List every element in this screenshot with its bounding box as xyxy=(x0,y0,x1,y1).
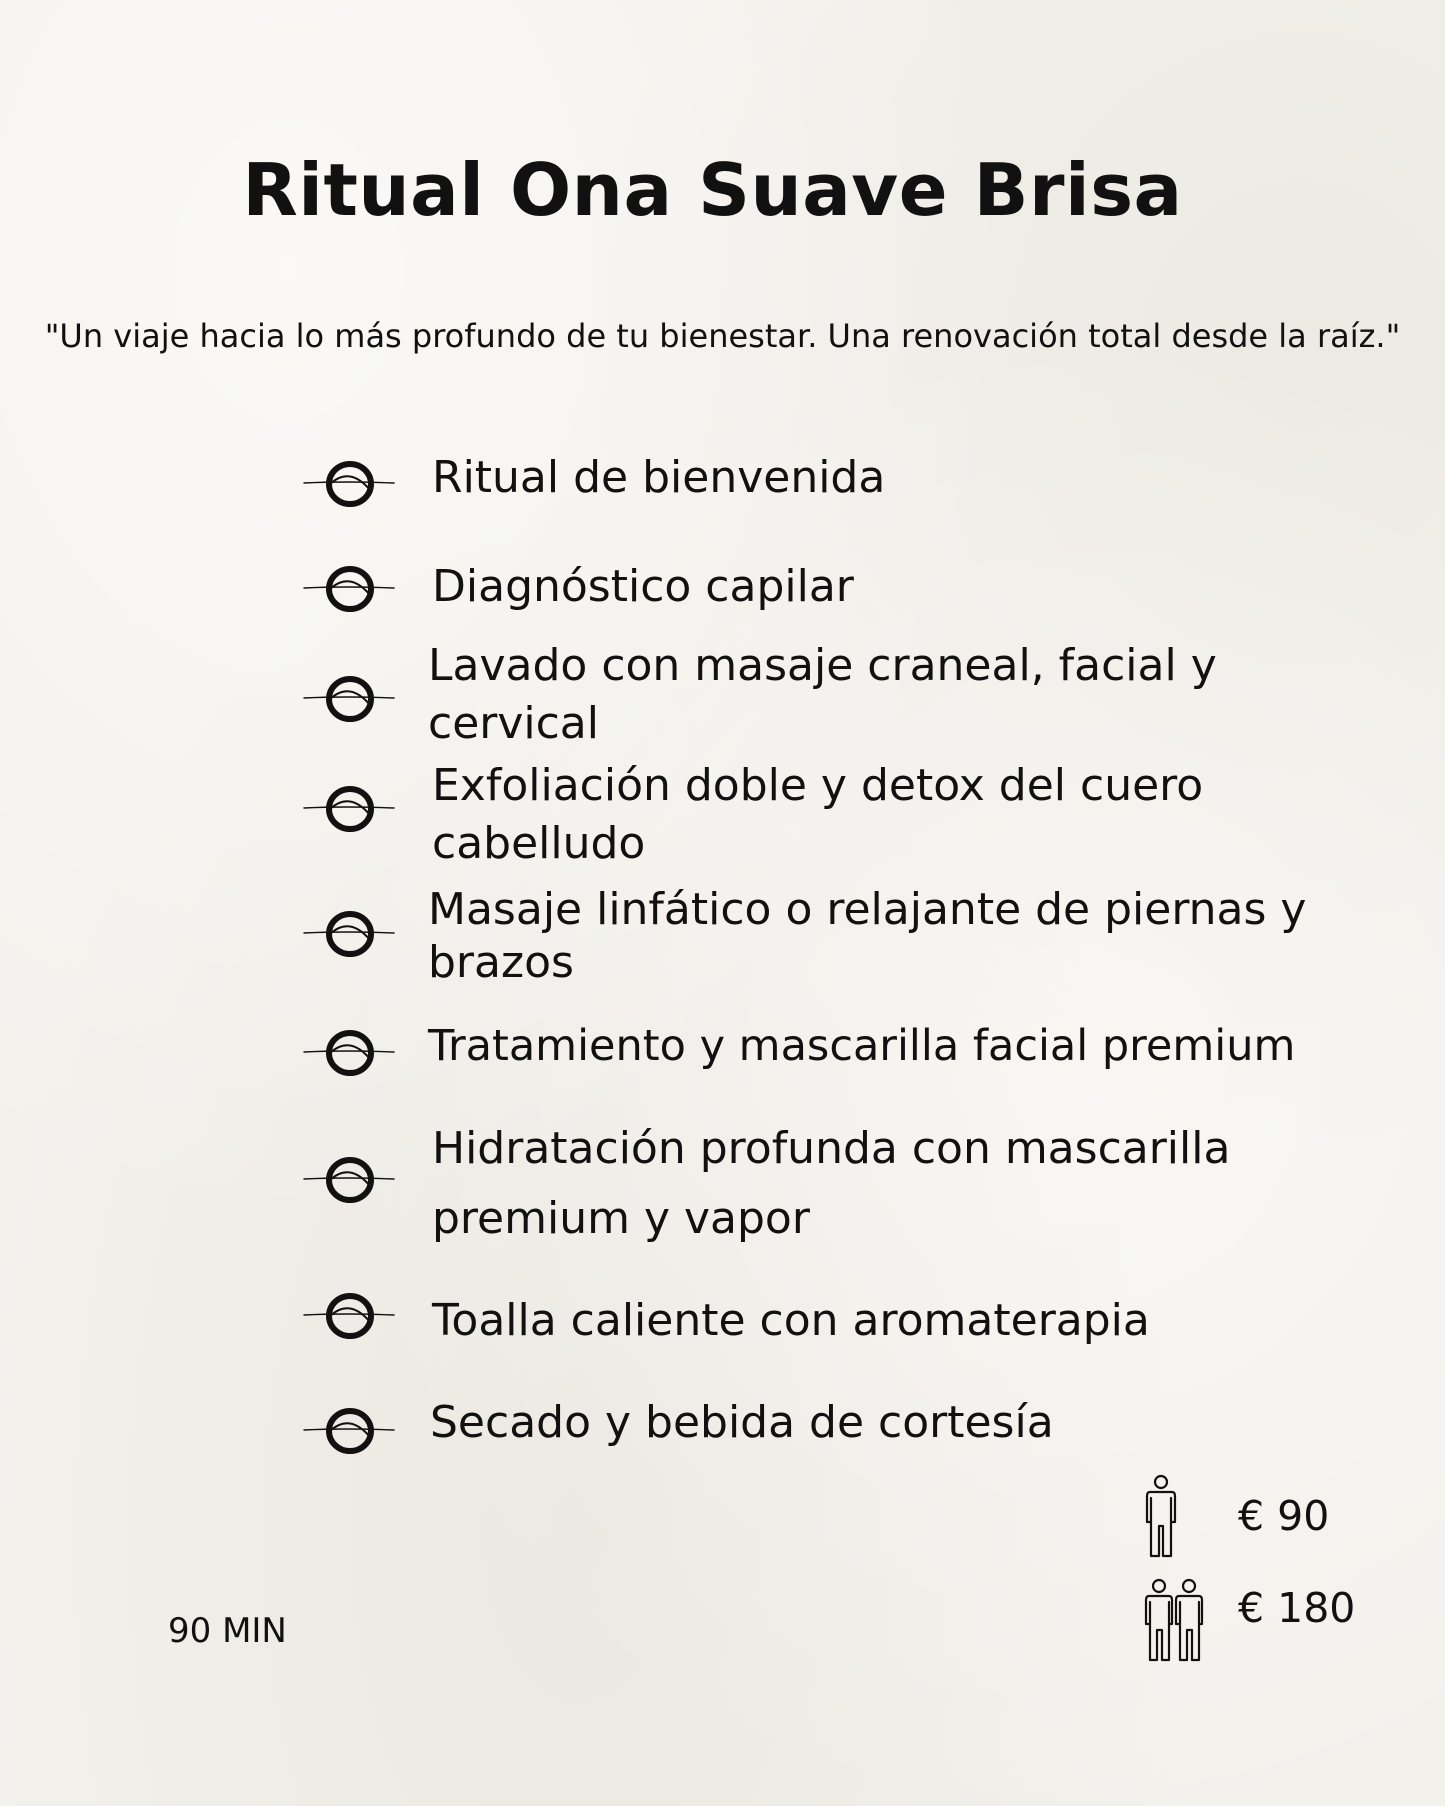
duration-label: 90 MIN xyxy=(168,1611,287,1651)
single-person-price: € 90 xyxy=(1238,1492,1330,1540)
ring-bullet-icon xyxy=(300,1403,396,1459)
two-people-price: € 180 xyxy=(1238,1584,1356,1632)
step-label: Toalla caliente con aromaterapia xyxy=(432,1295,1150,1346)
ring-bullet-icon xyxy=(300,906,396,962)
ring-bullet-icon xyxy=(300,781,396,837)
page-title: Ritual Ona Suave Brisa xyxy=(242,148,1183,232)
ring-bullet-icon xyxy=(300,1025,396,1081)
ring-bullet-icon xyxy=(300,561,396,617)
step-label: Lavado con masaje craneal, facial y cervical xyxy=(428,640,1217,749)
ring-bullet-icon xyxy=(300,456,396,512)
single-person-icon xyxy=(1143,1474,1179,1558)
step-label: Hidratación profunda con mascarilla premium y vapor xyxy=(432,1123,1231,1244)
ring-bullet-icon xyxy=(300,1288,396,1344)
step-label: Exfoliación doble y detox del cuero cabelludo xyxy=(432,760,1204,869)
ring-bullet-icon xyxy=(300,671,396,727)
step-label: Ritual de bienvenida xyxy=(432,452,886,503)
step-label: Tratamiento y mascarilla facial premium xyxy=(428,1021,1296,1071)
two-people-icon xyxy=(1143,1578,1207,1664)
step-label: Masaje linfático o relajante de piernas y brazos xyxy=(428,884,1307,988)
tagline: "Un viaje hacia lo más profundo de tu bienestar. Una renovación total desde la raíz." xyxy=(44,317,1401,355)
step-label: Secado y bebida de cortesía xyxy=(430,1397,1054,1448)
ring-bullet-icon xyxy=(300,1152,396,1208)
step-label: Diagnóstico capilar xyxy=(432,561,854,612)
